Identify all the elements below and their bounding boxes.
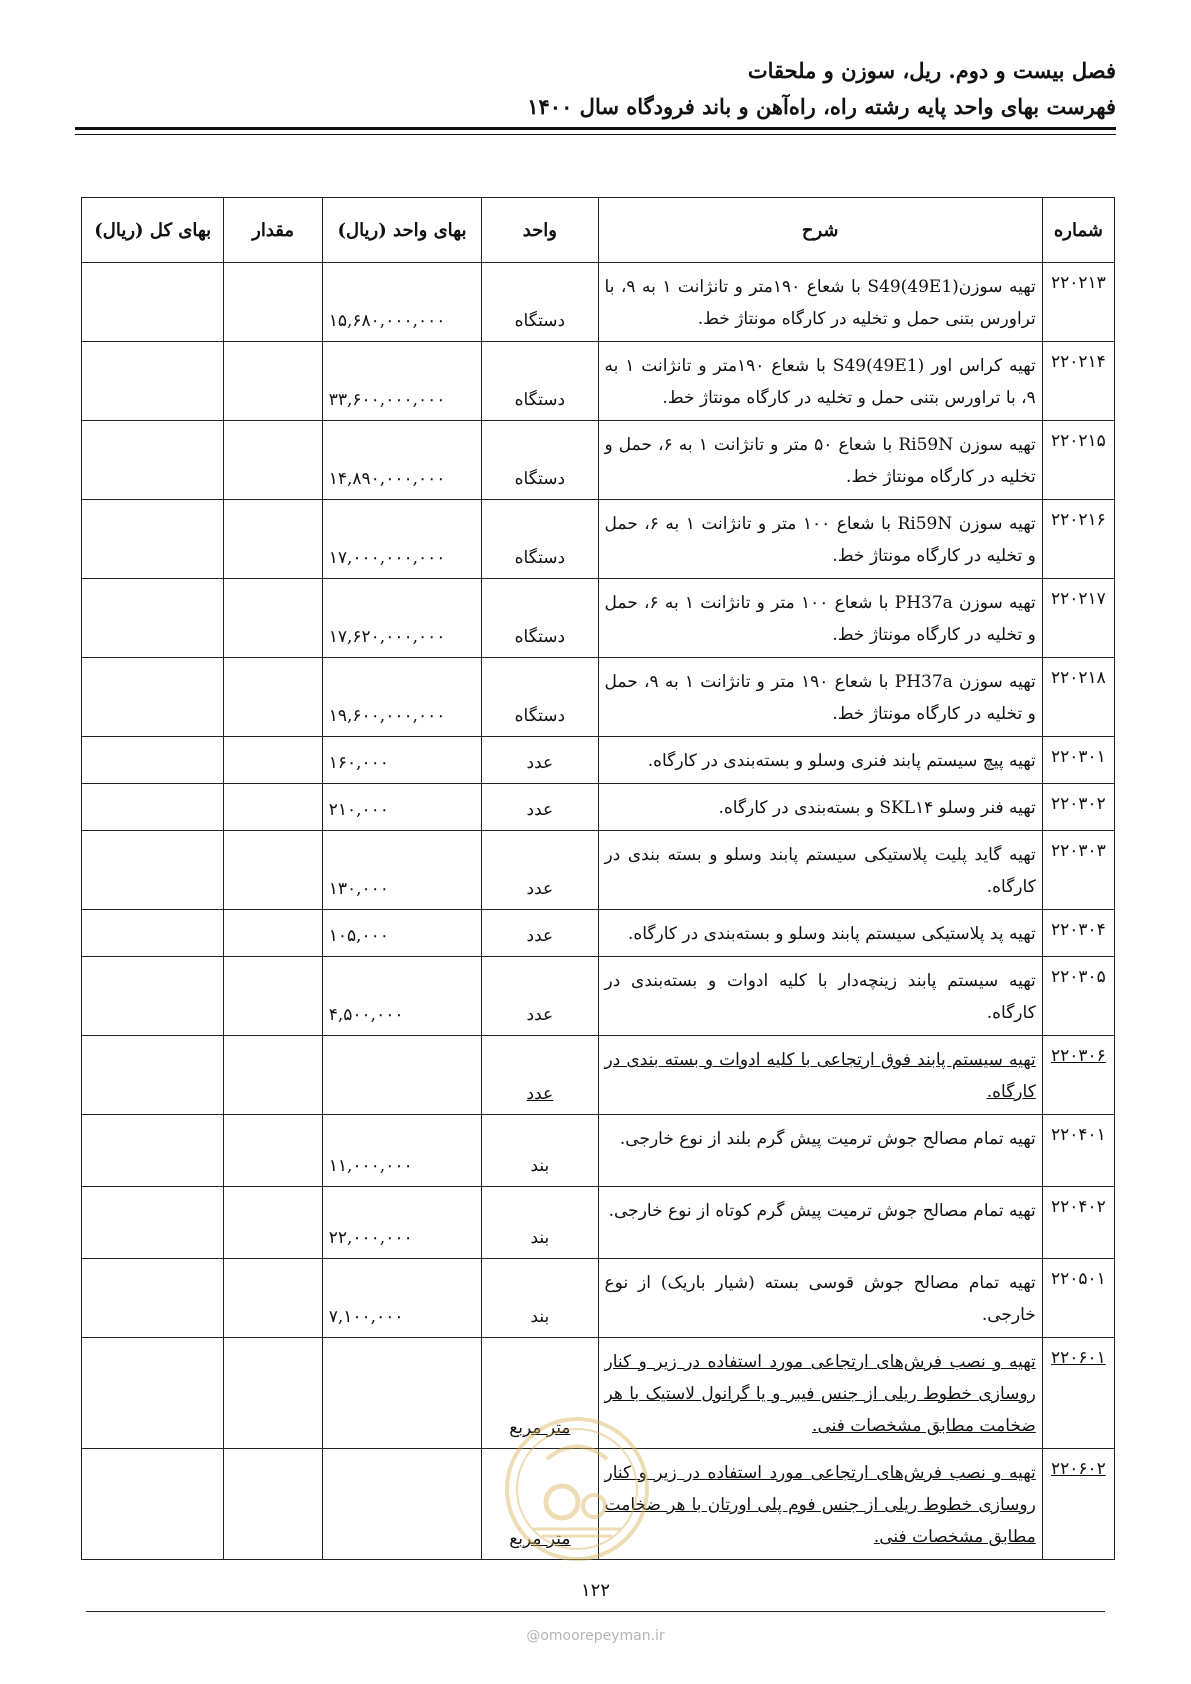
item-number: ۲۲۰۶۰۱ xyxy=(1042,1338,1114,1449)
item-number: ۲۲۰۳۰۳ xyxy=(1042,831,1114,910)
seal-watermark-icon xyxy=(502,1414,652,1564)
item-unit-price: ۷,۱۰۰,۰۰۰ xyxy=(322,1259,481,1338)
item-quantity xyxy=(224,1115,322,1187)
item-number: ۲۲۰۲۱۵ xyxy=(1042,421,1114,500)
header-unit: واحد xyxy=(482,198,598,263)
item-unit-price: ۱۷,۰۰۰,۰۰۰,۰۰۰ xyxy=(322,500,481,579)
item-unit: دستگاه xyxy=(482,658,598,737)
table-row xyxy=(82,263,1115,342)
table-row xyxy=(82,579,1115,658)
header-rule-thin xyxy=(75,134,1116,135)
item-number: ۲۲۰۵۰۱ xyxy=(1042,1259,1114,1338)
item-description: تهیه فنر وسلو SKL۱۴ و بسته‌بندی در کارگاه. xyxy=(598,784,1042,831)
item-total xyxy=(82,579,224,658)
item-description: تهیه تمام مصالح جوش ترمیت پیش گرم کوتاه از نوع خارجی. xyxy=(598,1187,1042,1259)
item-number: ۲۲۰۳۰۵ xyxy=(1042,957,1114,1036)
item-number: ۲۲۰۲۱۴ xyxy=(1042,342,1114,421)
item-description: تهیه و نصب فرش‌های ارتجاعی مورد استفاده در زیر و کنار روسازی خطوط ریلی از جنس فوم پلی اورتان با هر ضخامت مطابق مشخصات فنی. xyxy=(598,1449,1042,1560)
item-description: تهیه سوزن(S49(49E1 با شعاع ۱۹۰متر و تانژانت ۱ به ۹، با تراورس بتنی حمل و تخلیه در کارگاه مونتاژ خط. xyxy=(598,263,1042,342)
table-row xyxy=(82,1115,1115,1187)
item-quantity xyxy=(224,1449,322,1560)
item-unit-price: ۳۳,۶۰۰,۰۰۰,۰۰۰ xyxy=(322,342,481,421)
page-header xyxy=(75,56,1116,122)
item-number: ۲۲۰۲۱۸ xyxy=(1042,658,1114,737)
item-unit: بند xyxy=(482,1115,598,1187)
item-description: تهیه تمام مصالح جوش قوسی بسته (شیار باریک) از نوع خارجی. xyxy=(598,1259,1042,1338)
item-unit: عدد xyxy=(482,737,598,784)
item-total xyxy=(82,1036,224,1115)
item-description: تهیه سوزن PH37a با شعاع ۱۹۰ متر و تانژانت ۱ به ۹، حمل و تخلیه در کارگاه مونتاژ خط. xyxy=(598,658,1042,737)
table-row xyxy=(82,831,1115,910)
item-unit: دستگاه xyxy=(482,579,598,658)
item-unit: عدد xyxy=(482,831,598,910)
price-list-title: فهرست بهای واحد پایه رشته راه، راه‌آهن و باند فرودگاه سال ۱۴۰۰ xyxy=(527,94,1116,119)
item-unit: بند xyxy=(482,1187,598,1259)
item-number: ۲۲۰۳۰۴ xyxy=(1042,910,1114,957)
item-number: ۲۲۰۲۱۳ xyxy=(1042,263,1114,342)
item-quantity xyxy=(224,831,322,910)
item-unit: دستگاه xyxy=(482,421,598,500)
item-number: ۲۲۰۴۰۱ xyxy=(1042,1115,1114,1187)
item-number: ۲۲۰۲۱۶ xyxy=(1042,500,1114,579)
item-unit-price xyxy=(322,1449,481,1560)
item-quantity xyxy=(224,579,322,658)
item-quantity xyxy=(224,737,322,784)
item-total xyxy=(82,658,224,737)
table-row xyxy=(82,784,1115,831)
header-unit-price: بهای واحد (ریال) xyxy=(322,198,481,263)
item-unit-price: ۱۱,۰۰۰,۰۰۰ xyxy=(322,1115,481,1187)
item-total xyxy=(82,342,224,421)
item-description: تهیه سوزن Ri59N با شعاع ۱۰۰ متر و تانژانت ۱ به ۶، حمل و تخلیه در کارگاه مونتاژ خط. xyxy=(598,500,1042,579)
item-quantity xyxy=(224,1338,322,1449)
item-unit-price: ۲۲,۰۰۰,۰۰۰ xyxy=(322,1187,481,1259)
item-number: ۲۲۰۳۰۲ xyxy=(1042,784,1114,831)
chapter-title: فصل بیست و دوم. ریل، سوزن و ملحقات xyxy=(747,58,1116,83)
table-header-row xyxy=(82,198,1115,263)
item-unit-price: ۲۱۰,۰۰۰ xyxy=(322,784,481,831)
page-number: ۱۲۲ xyxy=(580,1580,610,1601)
item-total xyxy=(82,784,224,831)
item-number: ۲۲۰۴۰۲ xyxy=(1042,1187,1114,1259)
item-description: تهیه سوزن Ri59N با شعاع ۵۰ متر و تانژانت ۱ به ۶، حمل و تخلیه در کارگاه مونتاژ خط. xyxy=(598,421,1042,500)
item-unit-price: ۱۵,۶۸۰,۰۰۰,۰۰۰ xyxy=(322,263,481,342)
item-description: تهیه و نصب فرش‌های ارتجاعی مورد استفاده در زیر و کنار روسازی خطوط ریلی از جنس فیبر و یا گرانول لاستیک با هر ضخامت مطابق مشخصات فنی. xyxy=(598,1338,1042,1449)
item-unit: متر مربع xyxy=(482,1338,598,1449)
item-quantity xyxy=(224,1187,322,1259)
item-description: تهیه سوزن PH37a با شعاع ۱۰۰ متر و تانژانت ۱ به ۶، حمل و تخلیه در کارگاه مونتاژ خط. xyxy=(598,579,1042,658)
item-unit: دستگاه xyxy=(482,263,598,342)
item-description: تهیه سیستم پابند فوق ارتجاعی با کلیه ادوات و بسته بندی در کارگاه. xyxy=(598,1036,1042,1115)
table-row xyxy=(82,500,1115,579)
item-number: ۲۲۰۶۰۲ xyxy=(1042,1449,1114,1560)
item-total xyxy=(82,1338,224,1449)
item-total xyxy=(82,500,224,579)
item-total xyxy=(82,737,224,784)
header-number: شماره xyxy=(1042,198,1114,263)
header-total: بهای کل (ریال) xyxy=(82,198,224,263)
item-quantity xyxy=(224,1259,322,1338)
item-unit-price: ۱۷,۶۲۰,۰۰۰,۰۰۰ xyxy=(322,579,481,658)
watermark-text: @omoorepeyman.ir xyxy=(526,1628,665,1644)
item-number: ۲۲۰۳۰۱ xyxy=(1042,737,1114,784)
table-row xyxy=(82,658,1115,737)
item-quantity xyxy=(224,342,322,421)
item-total xyxy=(82,1259,224,1338)
table-row xyxy=(82,1187,1115,1259)
item-description: تهیه تمام مصالح جوش ترمیت پیش گرم بلند از نوع خارجی. xyxy=(598,1115,1042,1187)
header-rule-thick xyxy=(75,127,1116,130)
table-body xyxy=(82,263,1115,1560)
item-total xyxy=(82,1187,224,1259)
table-row xyxy=(82,957,1115,1036)
item-unit-price: ۱۶۰,۰۰۰ xyxy=(322,737,481,784)
footer-rule xyxy=(86,1611,1105,1612)
item-unit: عدد xyxy=(482,1036,598,1115)
item-quantity xyxy=(224,957,322,1036)
item-unit: عدد xyxy=(482,784,598,831)
header-quantity: مقدار xyxy=(224,198,322,263)
table-row xyxy=(82,1259,1115,1338)
item-total xyxy=(82,1449,224,1560)
item-unit-price: ۴,۵۰۰,۰۰۰ xyxy=(322,957,481,1036)
item-unit: بند xyxy=(482,1259,598,1338)
item-unit-price xyxy=(322,1036,481,1115)
item-total xyxy=(82,957,224,1036)
item-number: ۲۲۰۲۱۷ xyxy=(1042,579,1114,658)
item-number: ۲۲۰۳۰۶ xyxy=(1042,1036,1114,1115)
price-table xyxy=(81,197,1115,1560)
item-total xyxy=(82,831,224,910)
table-row xyxy=(82,342,1115,421)
item-quantity xyxy=(224,421,322,500)
item-quantity xyxy=(224,658,322,737)
table-row xyxy=(82,910,1115,957)
item-description: تهیه پیچ سیستم پابند فنری وسلو و بسته‌بندی در کارگاه. xyxy=(598,737,1042,784)
item-total xyxy=(82,421,224,500)
item-unit-price: ۱۰۵,۰۰۰ xyxy=(322,910,481,957)
table-row xyxy=(82,737,1115,784)
header-description: شرح xyxy=(598,198,1042,263)
item-total xyxy=(82,1115,224,1187)
item-total xyxy=(82,910,224,957)
table-row xyxy=(82,421,1115,500)
item-description: تهیه گاید پلیت پلاستیکی سیستم پابند وسلو و بسته بندی در کارگاه. xyxy=(598,831,1042,910)
item-total xyxy=(82,263,224,342)
item-quantity xyxy=(224,910,322,957)
item-description: تهیه سیستم پابند زینچه‌دار با کلیه ادوات و بسته‌بندی در کارگاه. xyxy=(598,957,1042,1036)
item-description: تهیه پد پلاستیکی سیستم پابند وسلو و بسته‌بندی در کارگاه. xyxy=(598,910,1042,957)
item-unit: متر مربع xyxy=(482,1449,598,1560)
item-quantity xyxy=(224,500,322,579)
item-unit: عدد xyxy=(482,910,598,957)
item-unit-price: ۱۹,۶۰۰,۰۰۰,۰۰۰ xyxy=(322,658,481,737)
table-row xyxy=(82,1036,1115,1115)
item-unit: دستگاه xyxy=(482,500,598,579)
item-unit: عدد xyxy=(482,957,598,1036)
item-quantity xyxy=(224,1036,322,1115)
item-description: تهیه کراس اور (S49(49E1 با شعاع ۱۹۰متر و تانژانت ۱ به ۹، با تراورس بتنی حمل و تخلیه در کارگاه مونتاژ خط. xyxy=(598,342,1042,421)
item-quantity xyxy=(224,263,322,342)
item-unit-price xyxy=(322,1338,481,1449)
item-unit-price: ۱۴,۸۹۰,۰۰۰,۰۰۰ xyxy=(322,421,481,500)
item-unit-price: ۱۳۰,۰۰۰ xyxy=(322,831,481,910)
item-quantity xyxy=(224,784,322,831)
item-unit: دستگاه xyxy=(482,342,598,421)
